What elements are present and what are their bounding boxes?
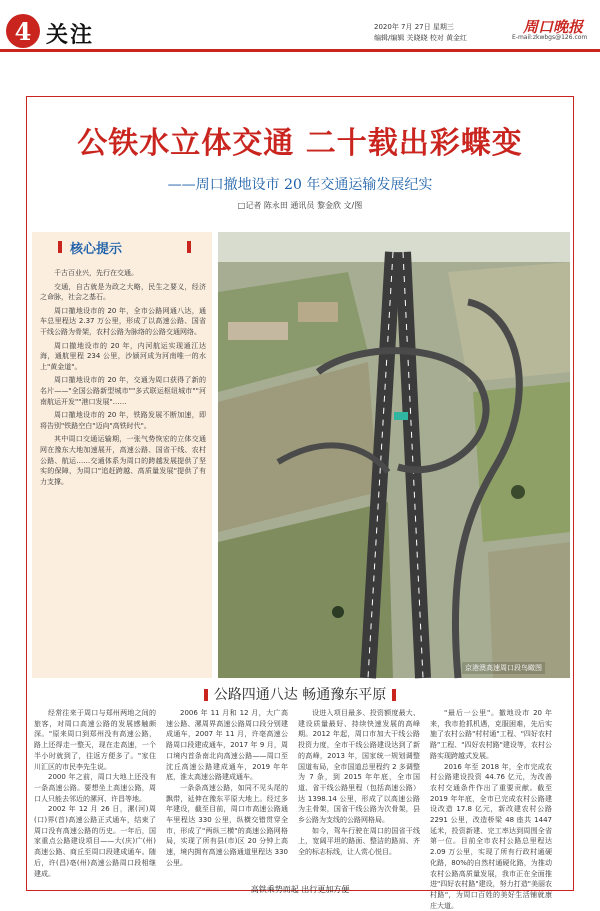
section1-column (430, 708, 552, 910)
photo-caption: 京港澳高速周口段鸟瞰图 (462, 662, 545, 674)
key-points-text (40, 268, 206, 490)
section-title-text: 公路四通八达 畅通豫东平原 (213, 687, 387, 703)
issue-date: 2020年 7月 27日 星期三 (374, 23, 454, 31)
body-paragraph: "最后一公里"。撤地设市 20 年来，我市抢抓机遇，克服困难，先后实施了农村公路"村村通"工程、"四好农村路"工程、"四好农村路"建设等，农村公路实现跨越式发展。 (430, 709, 552, 760)
key-points-title: 核心提示 (70, 242, 123, 257)
byline: □记者 陈永田 通讯员 黎金欣 文/图 (237, 201, 363, 210)
title-marker-icon (392, 689, 396, 701)
section-title-roads (30, 684, 570, 704)
page-number-badge: 4 (6, 14, 40, 48)
newspaper-logo: 周口晚报 (523, 18, 584, 36)
title-marker-icon (58, 241, 62, 253)
body-paragraph: 2016 年至 2018 年，全市完成农村公路建设投资 44.76 亿元，为改善农村交通条件作出了重要贡献。截至 2019 年年底，全市已完成农村公路建设改造 17.8 亿元，新改建农村公路 2291 公里，改造桥梁 48 座共 1447 延米，投资新建、完工率达到周围全省第一位。目前全市农村公路总里程达 2.09 万公里，实现了所有行政村通硬化路，80%的自然村通硬化路，为推动农村公路高质量发展，我市正在全面推进"四好农村路"建设，努力打造"美丽农村路"，为周口百姓的美好生活铺就康庄大道。 (430, 762, 552, 910)
section1-column (166, 708, 288, 882)
body-paragraph: 2006 年 11 月和 12 月，大广高速公路、漯周界高速公路周口段分别建成通车，2007 年 11 月，许亳高速公路周口段建成通车，2017 年 9 月，周口境内首条南北向高速公路——周口至沈丘高速公路建成通车，2019 年年底，淮太高速公路建成通车。 (166, 709, 288, 782)
title-marker-icon (187, 241, 191, 253)
header-meta (374, 22, 467, 44)
key-point-paragraph: 周口撤地设市的 20 年，全市公路网通八达，通车总里程达 2.37 万公里，形成了以高速公路、国省干线公路为骨架，农村公路为脉络的公路交通网络。 (40, 306, 206, 336)
highway-interchange-illustration (218, 232, 570, 678)
key-point-paragraph: 其中周口交通运输期，一张气势恢宏的立体交通网在豫东大地加速展开，高速公路、国省干线、农村公路、航运……交通体系为周口的跨越发展提供了坚实的保障，为周口"追赶跨越、高质量发展"提供了有力支撑。 (40, 435, 206, 486)
body-paragraph: 如今，驾车行驶在周口的国省干线上，宽阔平坦的路面、整洁的路肩、齐全的标志标线，让人赏心悦目。 (298, 826, 420, 857)
title-marker-icon (204, 689, 208, 701)
key-point-paragraph: 千古百业兴，先行在交通。 (54, 269, 138, 277)
key-point-paragraph: 周口撤地设市的 20 年，交通为周口获得了新的名片——"全国公路新型城市""多式联运枢纽城市""河南航运开发""港口发展"…… (40, 376, 206, 406)
body-paragraph: 设进入项目最多、投资额度最大、建设质量最好、持续快速发展的高峰期。2012 年起，周口市加大干线公路投资力度，全市干线公路建设达到了新的高峰，2013 年，国家统一规划调整国道布局，全市国道总里程约 2 多调整为 7 条，到 2015 年年底，全市国道、省干线公路里程（包括高速公路）达 1398.14 公里，形成了以高速公路为主骨架，国省干线公路为次骨架，县乡公路为支线的公路网格局。 (298, 709, 420, 825)
body-paragraph: 2000 年之前，周口大地上还没有一条高速公路。要想坐上高速公路，周口人只能去邻近的漯河、许昌等地。 (34, 773, 156, 803)
key-point-paragraph: 周口撤地设市的 20 年，铁路发展不断加速，即将告别"铁路空白"迈向"高铁时代"。 (40, 411, 206, 430)
aerial-highway-photo (218, 232, 570, 678)
section1-column (298, 708, 420, 882)
headline: 公铁水立体交通 二十载出彩蝶变 (77, 126, 523, 161)
key-point-paragraph: 交通，自古就是为政之大略，民生之要义，经济之命脉，社会之基石。 (40, 282, 206, 302)
section-title-rail (30, 884, 570, 895)
header-rule (0, 49, 600, 52)
key-point-paragraph: 周口撤地设市的 20 年，内河航运实现通江达海，通航里程 234 公里，沙颍河成为河南唯一的水上"黄金道"。 (40, 341, 206, 371)
section-title-text: 高铁乘势而起 出行更加方便 (250, 885, 350, 894)
body-paragraph: 2002 年 12 月 26 日，漯(河)周(口)界(首)高速公路正式通车，结束了周口没有高速公路的历史。一年后，国家重点公路建设项目——大(庆)广(州)高速公路、商丘至周口段建成通车。随后，许(昌)亳(州)高速公路周口段相继建成。 (34, 805, 156, 878)
section-name: 关注 (46, 22, 95, 48)
section1-column (34, 708, 156, 882)
body-paragraph: 一条条高速公路，如同不见头尾的飘带，延伸在豫东平原大地上。经过多年建设，截至目前，周口市高速公路通车里程达 330 公里，纵横交错贯穿全市，形成了"两纵三横"的高速公路网格局，实现了所有县(市)区 20 分钟上高速，境内拥有高速公路通道里程达 330 公里。 (166, 783, 288, 867)
body-paragraph: 经常往来于周口与郑州两地之间的旅客，对周口高速公路的发展感触颇深。"原来周口到郑州没有高速公路，路上还得走一整天，现在走高速，一个半小时就到了，往返方便多了。"家住川汇区的市民李先生说。 (34, 709, 156, 771)
contact-email: E-mail:zkwbgs@126.com (512, 34, 588, 41)
staff-credits: 编辑/编辑 关晓晓 校对 黄金红 (374, 34, 468, 42)
subheadline: ——周口撤地设市 20 年交通运输发展纪实 (167, 177, 433, 193)
